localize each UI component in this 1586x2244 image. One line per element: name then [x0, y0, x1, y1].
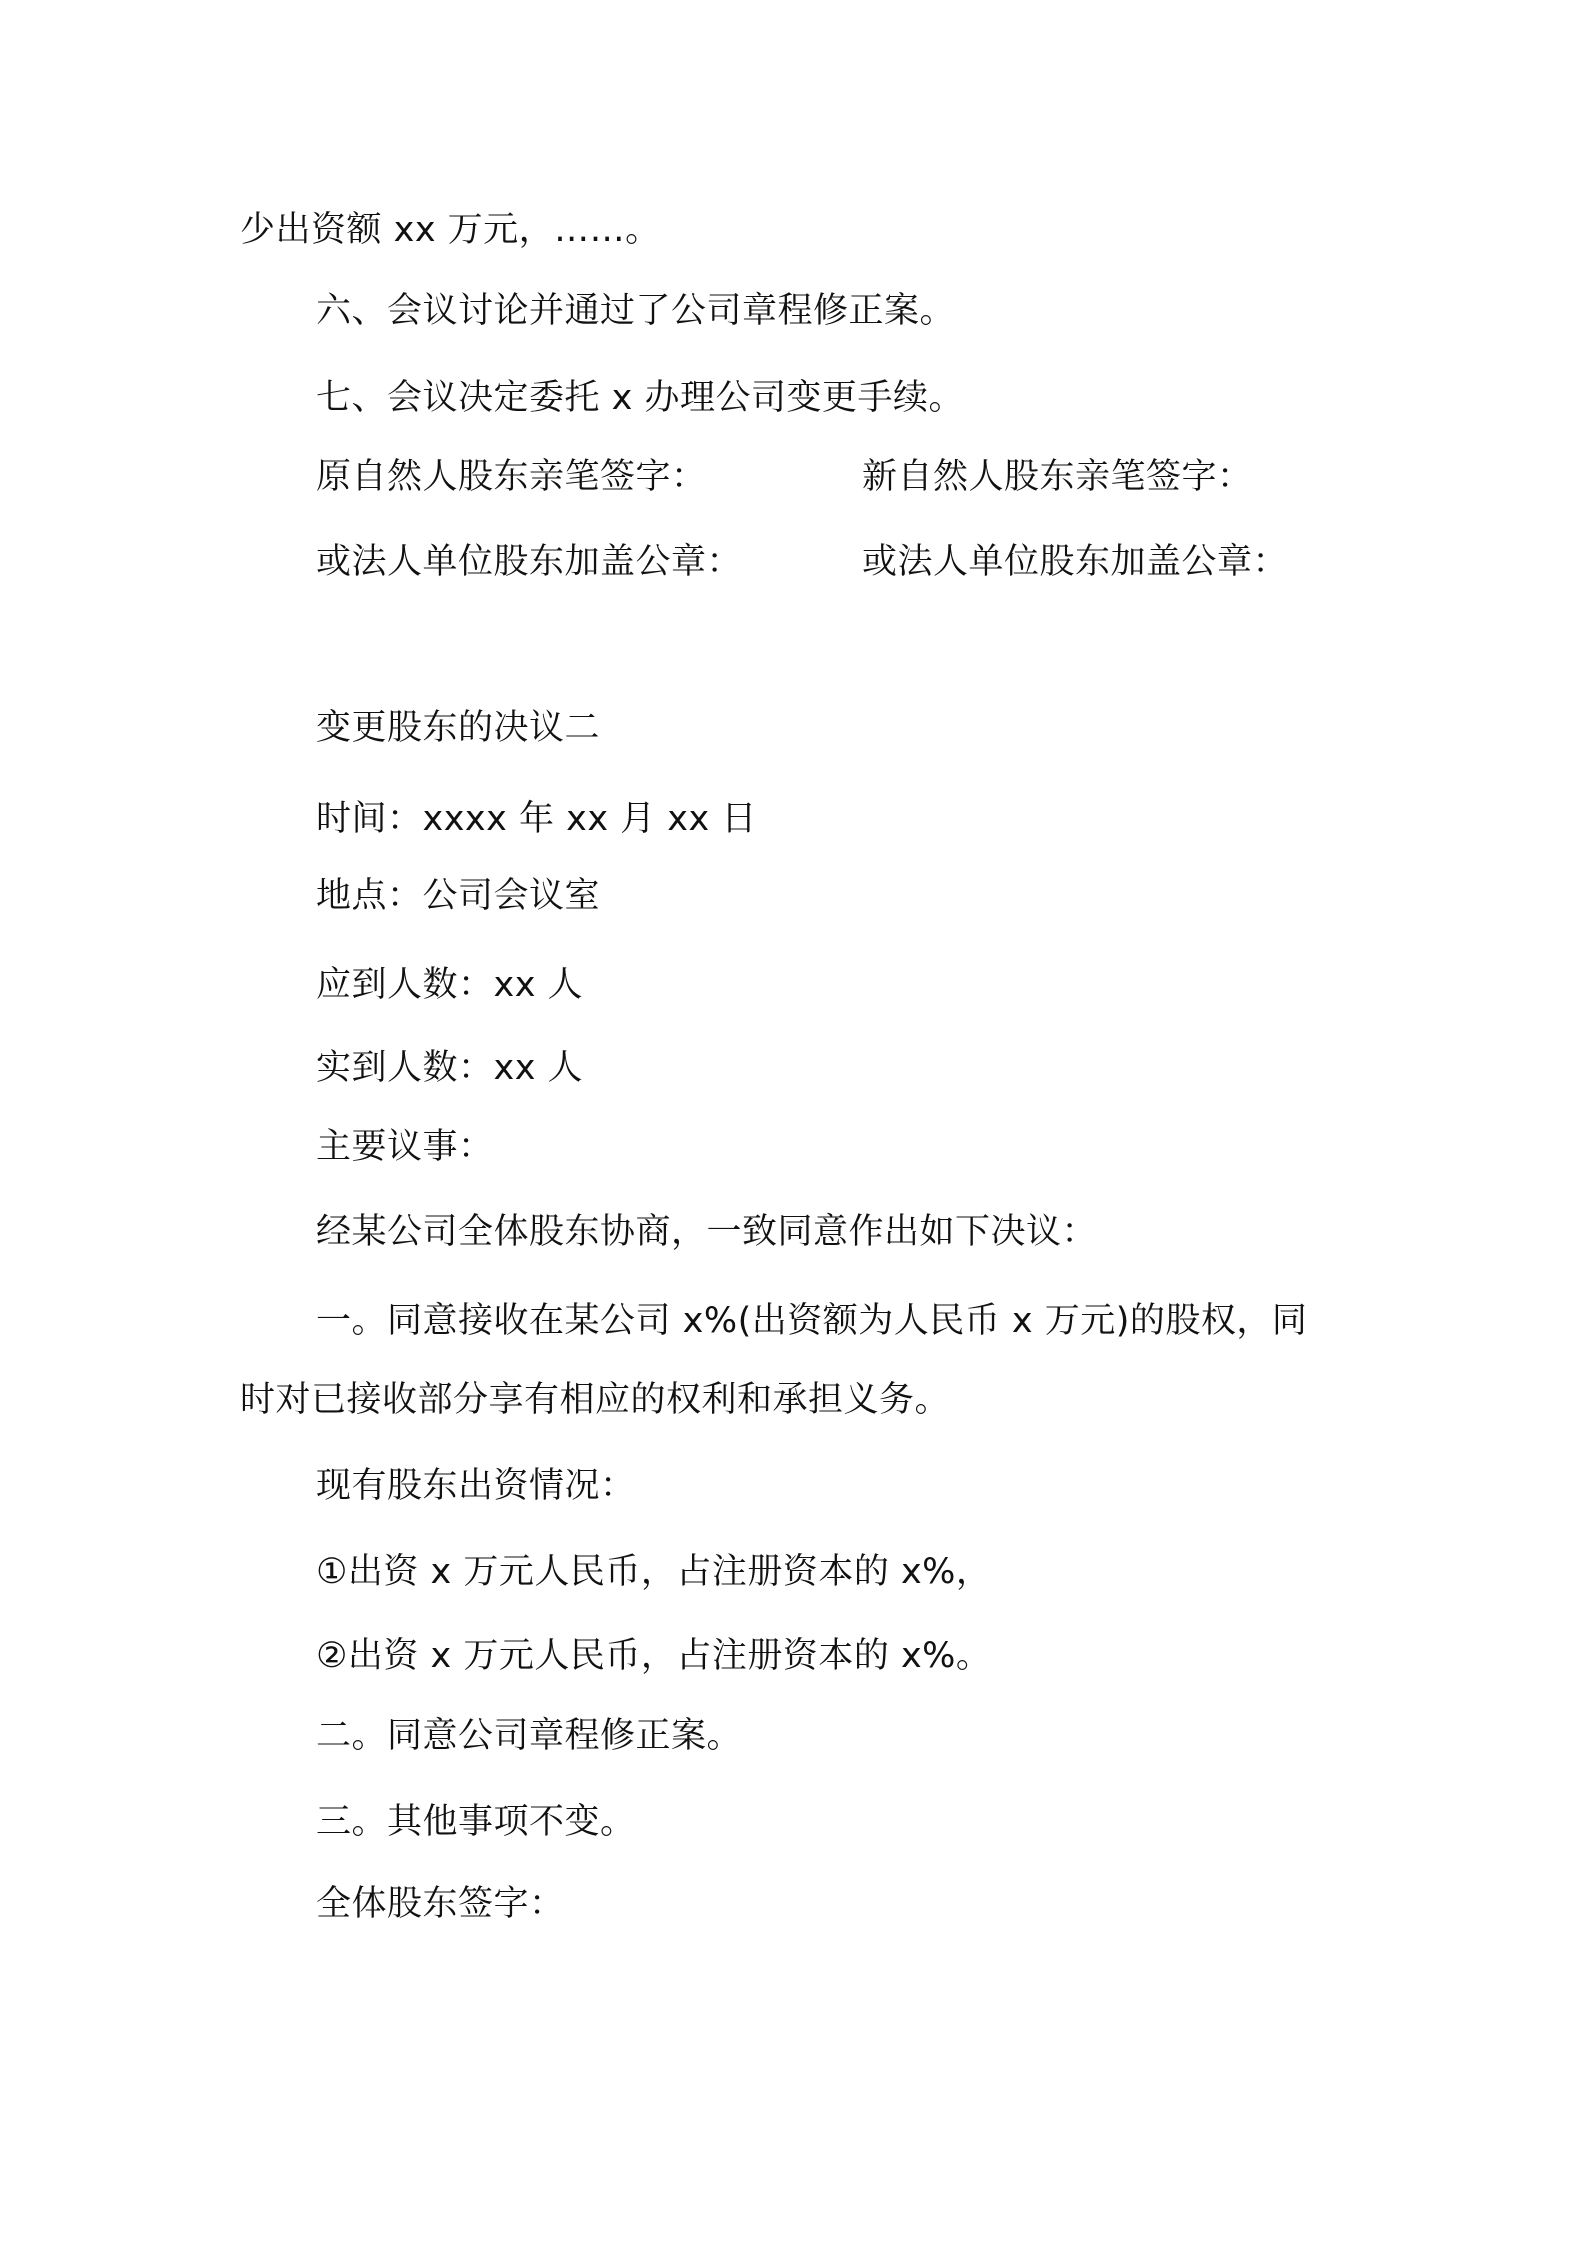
resolution-item-one-line1: 一。同意接收在某公司 x%(出资额为人民币 x 万元)的股权，同 — [316, 1301, 1308, 1341]
resolution-item-three: 三。其他事项不变。 — [316, 1802, 636, 1842]
resolution-item-two: 二。同意公司章程修正案。 — [316, 1716, 743, 1756]
agenda-label: 主要议事： — [316, 1127, 494, 1167]
actual-attendance: 实到人数：xx 人 — [316, 1048, 584, 1088]
sign-new-legal: 或法人单位股东加盖公章： — [862, 542, 1289, 582]
shareholder-two: ②出资 x 万元人民币，占注册资本的 x%。 — [316, 1636, 992, 1676]
item-six: 六、会议讨论并通过了公司章程修正案。 — [316, 291, 956, 331]
meeting-place: 地点：公司会议室 — [316, 876, 601, 916]
resolution-item-one-line2: 时对已接收部分享有相应的权利和承担义务。 — [240, 1380, 951, 1420]
continuation-line: 少出资额 xx 万元，……。 — [240, 210, 661, 250]
shareholder-one: ①出资 x 万元人民币，占注册资本的 x%， — [316, 1552, 992, 1592]
sign-original-legal: 或法人单位股东加盖公章： — [316, 542, 743, 582]
shareholders-label: 现有股东出资情况： — [316, 1466, 636, 1506]
meeting-time: 时间：xxxx 年 xx 月 xx 日 — [316, 799, 757, 839]
sign-original-natural: 原自然人股东亲笔签字： — [316, 457, 707, 497]
expected-attendance: 应到人数：xx 人 — [316, 965, 584, 1005]
resolution-title: 变更股东的决议二 — [316, 708, 601, 748]
resolution-intro: 经某公司全体股东协商，一致同意作出如下决议： — [316, 1212, 1098, 1252]
item-seven: 七、会议决定委托 x 办理公司变更手续。 — [316, 378, 964, 418]
sign-new-natural: 新自然人股东亲笔签字： — [862, 457, 1253, 497]
all-shareholders-sign: 全体股东签字： — [316, 1884, 565, 1924]
